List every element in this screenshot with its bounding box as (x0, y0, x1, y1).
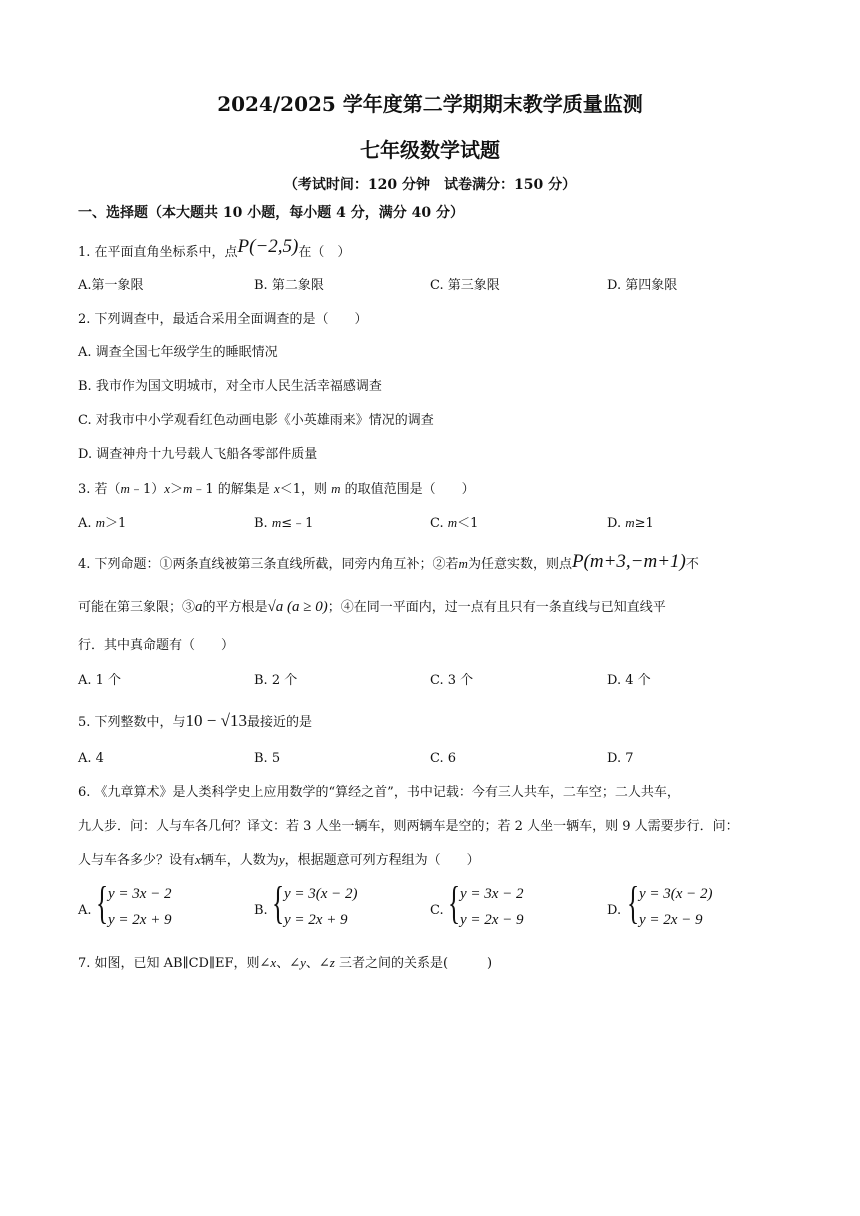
equation-1: y = 3(x − 2) (639, 886, 713, 902)
option-label: A. (78, 516, 96, 531)
option-text: ≤﹣1 (281, 516, 314, 531)
option-a-label: A. (78, 903, 92, 918)
option-text: ≥1 (634, 516, 654, 531)
option-a: A.第一象限 (78, 278, 144, 293)
variable-m: m (458, 556, 468, 571)
variable-m: m (271, 515, 282, 530)
question-text: 可能在第三象限；③ (78, 600, 196, 615)
option-c: C. 6 (430, 751, 457, 766)
option-d: D. 4 个 (607, 673, 651, 688)
question-1-stem (78, 236, 351, 262)
variable-m: m (625, 515, 635, 530)
option-c-label: C. (430, 903, 444, 918)
question-text: 7. 如图，已知 AB∥CD∥EF，则∠ (78, 956, 271, 971)
option-b: B. 2 个 (254, 673, 298, 688)
option-a: A. 调查全国七年级学生的睡眠情况 (78, 345, 278, 360)
question-text: ﹣1） (129, 482, 165, 497)
question-text: 1. 在平面直角坐标系中，点 (78, 245, 238, 260)
variable-m: m (95, 515, 106, 530)
option-b: B. 我市作为国文明城市，对全市人民生活幸福感调查 (78, 379, 382, 394)
question-text: 、∠ (305, 956, 330, 971)
question-text: 的平方根是 (202, 600, 268, 615)
question-text: 、∠ (276, 956, 301, 971)
question-text: 在（ ） (298, 245, 351, 260)
option-d (607, 514, 654, 533)
variable-m: m (331, 481, 341, 496)
question-3-stem (78, 480, 475, 499)
question-text: 人与车各多少？设有 (78, 853, 196, 868)
math-expression: P(m+3,−m+1) (571, 551, 686, 572)
question-text: ，根据题意可列方程组为（ ） (284, 853, 480, 868)
question-text: 3. 若（ (78, 482, 121, 497)
brace-icon: { (96, 877, 109, 928)
variable-m: m (447, 515, 458, 530)
question-6-line-2: 九人步．问：人与车各几何？译文：若 3 人坐一辆车，则两辆车是空的；若 2 人坐一辆车，则 9 人需要步行．问： (78, 819, 739, 834)
variable-x: x (195, 852, 201, 867)
option-a (78, 514, 126, 533)
question-text: 为任意实数，则点 (467, 557, 572, 572)
equation-1: y = 3(x − 2) (284, 886, 358, 902)
exam-info: （考试时间：120 分钟 试卷满分：150 分） (283, 177, 577, 193)
option-b: B. 5 (254, 751, 281, 766)
exam-subtitle: 七年级数学试题 (360, 138, 500, 162)
question-text: ＞ (170, 482, 184, 497)
question-5-stem (78, 712, 312, 732)
option-a: A. 4 (78, 751, 104, 766)
question-6-line-1: 6. 《九章算术》是人类科学史上应用数学的“算经之首”，书中记载：今有三人共车，二车空；二人共车， (78, 785, 680, 800)
option-b-equation-system (272, 877, 402, 936)
option-d: D. 7 (607, 751, 634, 766)
question-4-line-3: 行．其中真命题有（ ） (78, 638, 235, 653)
option-c: C. 对我市中小学观看红色动画电影《小英雄雨来》情况的调查 (78, 413, 434, 428)
option-a-equation-system (96, 877, 216, 936)
option-b-label: B. (254, 903, 268, 918)
question-text: 三者之间的关系是( ) (334, 956, 493, 971)
variable-x: x (270, 955, 277, 970)
exam-title: 2024/2025 学年度第二学期期末教学质量监测 (217, 92, 643, 116)
math-expression: √a (a ≥ 0) (267, 599, 328, 615)
option-c: C. 3 个 (430, 673, 474, 688)
question-text: 不 (685, 557, 699, 572)
question-text: 5. 下列整数中，与 (78, 715, 186, 730)
variable-y: y (300, 955, 306, 970)
question-text: 最接近的是 (246, 715, 312, 730)
question-text: ﹣1 的解集是 (192, 482, 274, 497)
brace-icon: { (448, 877, 461, 928)
variable-a: a (195, 599, 203, 615)
question-4-line-2 (78, 598, 666, 617)
equation-2: y = 2x − 9 (460, 912, 524, 928)
brace-icon: { (627, 877, 640, 928)
question-text: 4. 下列命题：①两条直线被第三条直线所截，同旁内角互补；②若 (78, 557, 459, 572)
question-text: 辆车，人数为 (200, 853, 279, 868)
equation-2: y = 2x + 9 (108, 912, 172, 928)
section-heading: 一、选择题（本大题共 10 小题，每小题 4 分，满分 40 分） (78, 205, 464, 221)
question-6-line-3 (78, 851, 480, 870)
option-c (430, 514, 478, 533)
variable-y: y (278, 852, 285, 867)
question-2-stem: 2. 下列调查中，最适合采用全面调查的是（ ） (78, 312, 368, 327)
variable-m: m (120, 481, 130, 496)
equation-1: y = 3x − 2 (108, 886, 172, 902)
equation-1: y = 3x − 2 (460, 886, 524, 902)
math-expression: P(−2,5) (237, 236, 299, 257)
variable-x: x (273, 481, 280, 496)
brace-icon: { (272, 877, 285, 928)
equation-2: y = 2x − 9 (639, 912, 703, 928)
option-a: A. 1 个 (78, 673, 122, 688)
question-4-line-1 (78, 551, 699, 574)
option-text: ＜1 (457, 516, 479, 531)
option-label: D. (607, 516, 626, 531)
question-7-stem (78, 954, 492, 973)
option-b (254, 514, 313, 533)
option-d-equation-system (627, 877, 757, 936)
math-expression: 10 − √13 (185, 711, 247, 730)
question-text: ；④在同一平面内，过一点有且只有一条直线与已知直线平 (327, 600, 666, 615)
option-c: C. 第三象限 (430, 278, 500, 293)
variable-m: m (183, 481, 193, 496)
question-text: ＜1，则 (279, 482, 332, 497)
option-d-label: D. (607, 903, 622, 918)
option-label: B. (254, 516, 272, 531)
question-text: 的取值范围是（ ） (340, 482, 475, 497)
option-d: D. 调查神舟十九号载人飞船各零部件质量 (78, 447, 318, 462)
variable-x: x (164, 481, 170, 496)
option-c-equation-system (448, 877, 568, 936)
option-text: ＞1 (105, 516, 127, 531)
option-b: B. 第二象限 (254, 278, 324, 293)
option-d: D. 第四象限 (607, 278, 678, 293)
option-label: C. (430, 516, 448, 531)
variable-z: z (329, 955, 335, 970)
equation-2: y = 2x + 9 (284, 912, 348, 928)
